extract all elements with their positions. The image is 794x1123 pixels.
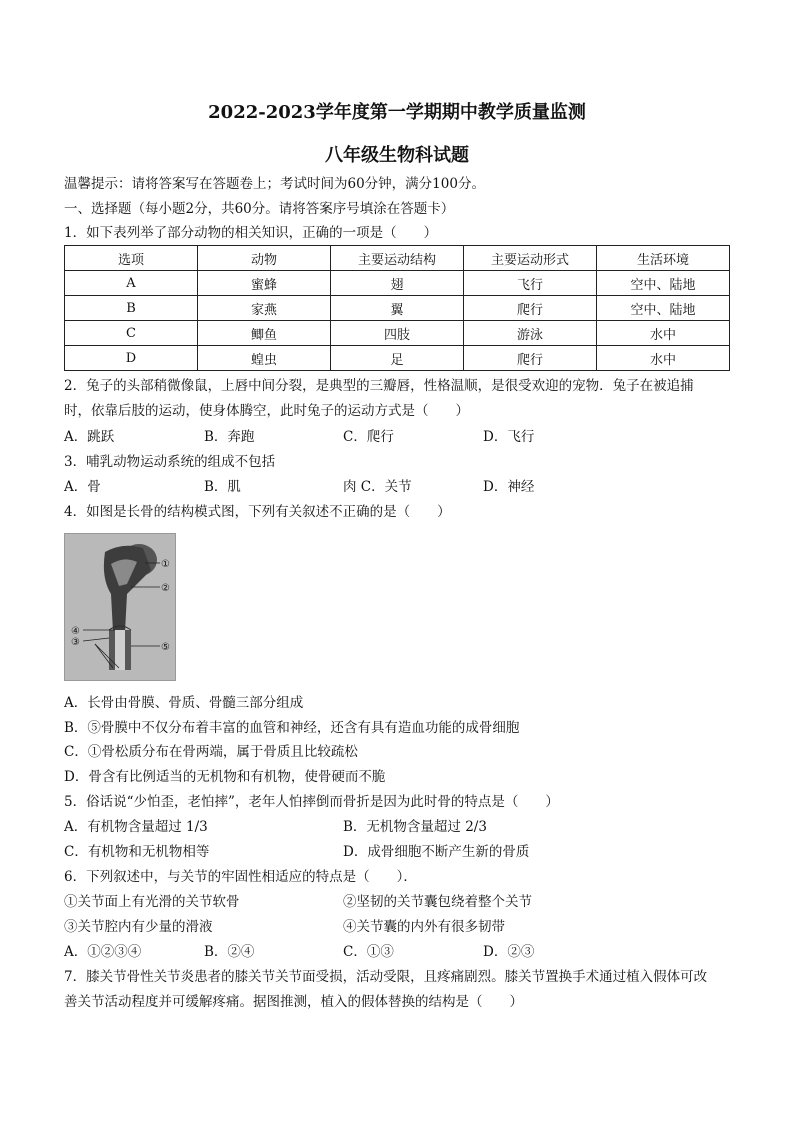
table-cell: 四肢: [331, 321, 464, 346]
table-header-cell: 选项: [65, 246, 198, 271]
q6-statement-2: ②坚韧的关节囊包绕着整个关节: [343, 894, 532, 910]
q6-option-b: B．②④: [204, 944, 255, 960]
table-cell: 游泳: [464, 321, 597, 346]
q6-option-a: A．①②③④: [64, 944, 142, 960]
q4-option-a: A．长骨由骨膜、骨质、骨髓三部分组成: [64, 695, 304, 711]
q2-option-a: A．跳跃: [64, 429, 115, 445]
q6-stem: 6．下列叙述中，与关节的牢固性相适应的特点是（ ）．: [64, 869, 417, 885]
figure-label-2: ②: [161, 583, 170, 594]
q3-stem: 3．哺乳动物运动系统的组成不包括: [64, 454, 276, 470]
q6-statement-3: ③关节腔内有少量的滑液: [64, 919, 213, 935]
q6-statement-1: ①关节面上有光滑的关节软骨: [64, 894, 240, 910]
exam-title: 2022-2023学年度第一学期期中教学质量监测: [208, 102, 586, 123]
table-row: [65, 321, 730, 346]
q2-stem-line2: 时，依靠后肢的运动，使身体腾空，此时兔子的运动方式是（ ）: [64, 403, 469, 419]
q2-stem-line1: 2．兔子的头部稍微像鼠，上唇中间分裂，是典型的三瓣唇，性格温顺，是很受欢迎的宠物．兔子在被追捕: [64, 378, 694, 394]
table-row: [65, 346, 730, 371]
figure-label-1: ①: [161, 559, 170, 570]
q6-statement-4: ④关节囊的内外有很多韧带: [343, 919, 505, 935]
table-cell: 翅: [331, 271, 464, 296]
table-cell: 家燕: [198, 296, 331, 321]
table-cell: 爬行: [464, 346, 597, 371]
q4-option-d: D．骨含有比例适当的无机物和有机物，使骨硬而不脆: [64, 769, 386, 785]
q1-stem: 1．如下表列举了部分动物的相关知识，正确的一项是（ ）: [64, 225, 438, 241]
exam-tip: 温馨提示：请将答案写在答题卷上；考试时间为60分钟，满分100分。: [64, 176, 485, 192]
q5-option-c: C．有机物和无机物相等: [64, 844, 210, 860]
table-cell: D: [65, 346, 198, 371]
q5-stem: 5．俗话说“少怕歪，老怕摔”，老年人怕摔倒而骨折是因为此时骨的特点是（ ）: [64, 794, 559, 810]
q1-table: [64, 245, 730, 371]
table-row: [65, 271, 730, 296]
table-cell: 空中、陆地: [597, 296, 730, 321]
q4-stem: 4．如图是长骨的结构模式图，下列有关叙述不正确的是（ ）: [64, 504, 451, 520]
table-cell: 爬行: [464, 296, 597, 321]
table-header-row: [65, 246, 730, 271]
table-cell: 蝗虫: [198, 346, 331, 371]
table-header-cell: 主要运动结构: [331, 246, 464, 271]
q2-option-d: D．飞行: [483, 429, 535, 445]
table-row: [65, 296, 730, 321]
table-cell: 空中、陆地: [597, 271, 730, 296]
table-cell: B: [65, 296, 198, 321]
table-header-cell: 主要运动形式: [464, 246, 597, 271]
q6-option-c: C．①③: [343, 944, 394, 960]
exam-subtitle: 八年级生物科试题: [325, 145, 469, 166]
table-cell: 蜜蜂: [198, 271, 331, 296]
q5-option-b: B．无机物含量超过 2/3: [343, 819, 487, 835]
table-cell: 飞行: [464, 271, 597, 296]
figure-label-4: ④: [71, 626, 80, 637]
table-cell: 水中: [597, 321, 730, 346]
q6-option-d: D．②③: [483, 944, 535, 960]
section-heading: 一、选择题（每小题2分，共60分。请将答案序号填涂在答题卡）: [64, 201, 455, 217]
q3-option-a: A．骨: [64, 479, 101, 495]
table-header-cell: 动物: [198, 246, 331, 271]
q4-option-b: B．⑤骨膜中不仅分布着丰富的血管和神经，还含有具有造血功能的成骨细胞: [64, 720, 520, 736]
q2-option-c: C．爬行: [343, 429, 394, 445]
q4-option-c: C．①骨松质分布在骨两端，属于骨质且比较疏松: [64, 744, 358, 760]
q5-option-d: D．成骨细胞不断产生新的骨质: [343, 844, 530, 860]
table-cell: 足: [331, 346, 464, 371]
table-cell: 鲫鱼: [198, 321, 331, 346]
table-header-cell: 生活环境: [597, 246, 730, 271]
figure-label-5: ⑤: [161, 642, 170, 653]
q7-stem-line1: 7．膝关节骨性关节炎患者的膝关节关节面受损，活动受限，且疼痛剧烈。膝关节置换手术通过植入假体可改: [64, 969, 708, 985]
table-cell: 水中: [597, 346, 730, 371]
q3-option-b: B．肌: [204, 479, 241, 495]
q2-option-b: B．奔跑: [204, 429, 255, 445]
q3-option-c: 肉 C．关节: [343, 479, 412, 495]
q7-stem-line2: 善关节活动程度并可缓解疼痛。据图推测，植入的假体替换的结构是（ ）: [64, 994, 523, 1010]
long-bone-figure: [64, 533, 176, 681]
table-cell: C: [65, 321, 198, 346]
q5-option-a: A．有机物含量超过 1/3: [64, 819, 208, 835]
q3-option-d: D．神经: [483, 479, 535, 495]
figure-label-3: ③: [71, 637, 80, 648]
table-cell: A: [65, 271, 198, 296]
table-cell: 翼: [331, 296, 464, 321]
